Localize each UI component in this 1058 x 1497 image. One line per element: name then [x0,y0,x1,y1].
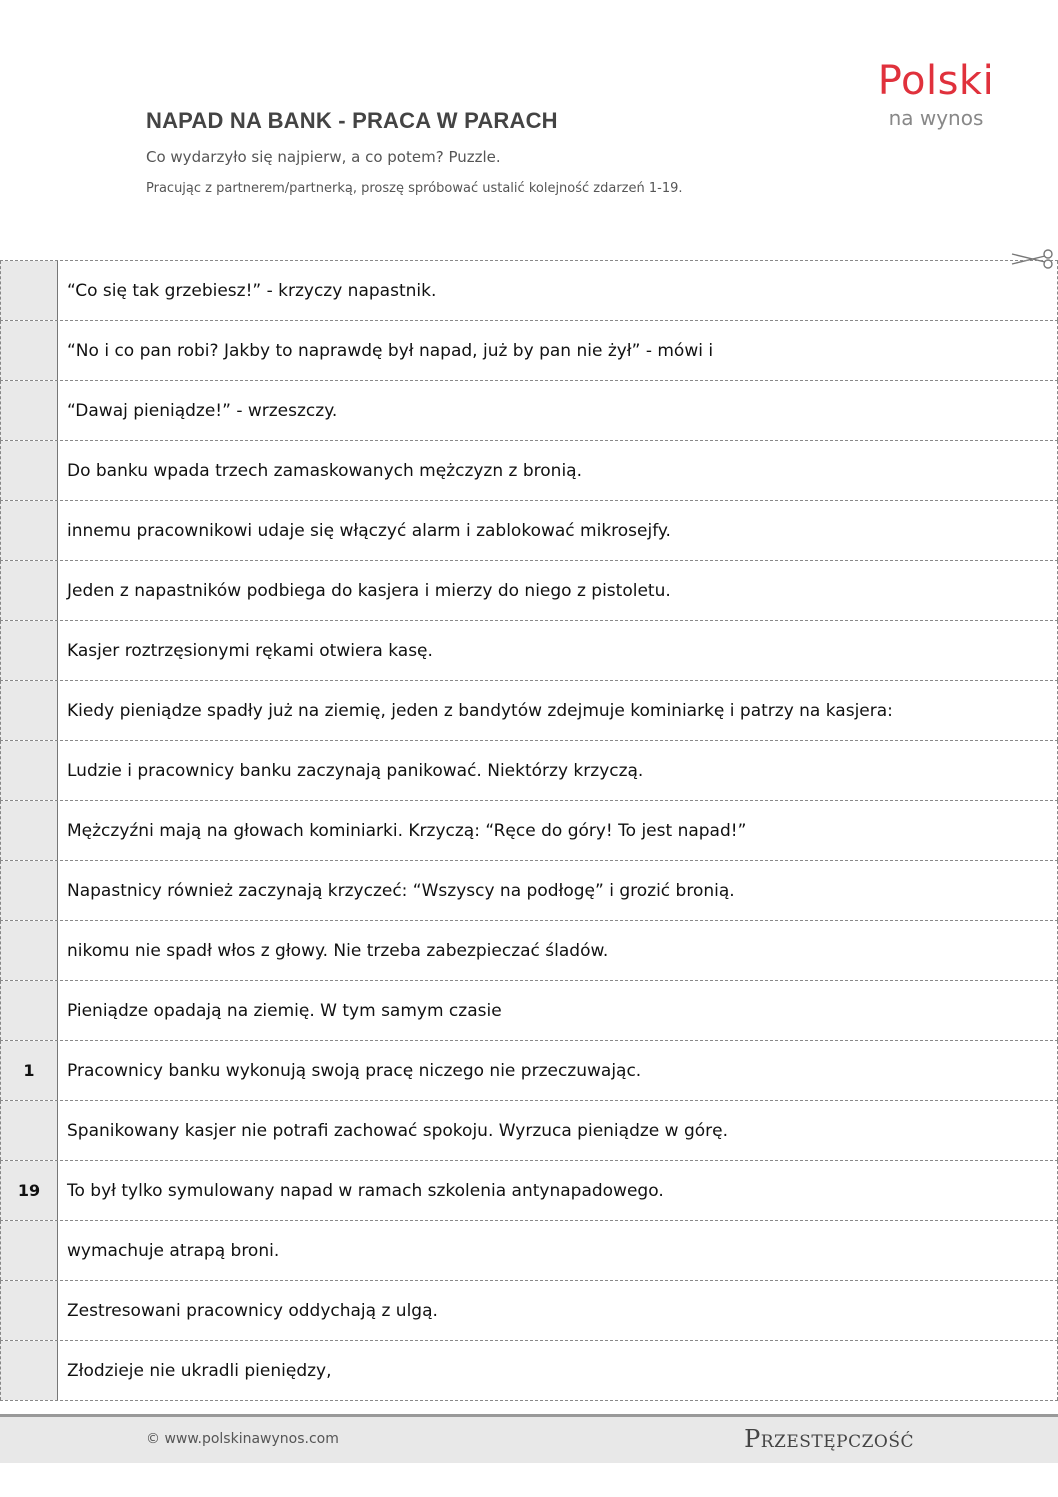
event-text-cell: wymachuje atrapą broni. [58,1221,1058,1280]
table-row [0,1341,1058,1401]
order-number-cell[interactable] [0,1221,58,1280]
event-text-cell: “Dawaj pieniądze!” - wrzeszczy. [58,381,1058,440]
table-row [0,861,1058,921]
footer-topic: Przestępczość [744,1425,914,1453]
table-row [0,321,1058,381]
order-number-cell[interactable] [0,621,58,680]
event-text-cell: Zestresowani pracownicy oddychają z ulgą. [58,1281,1058,1340]
event-text-cell: “Co się tak grzebiesz!” - krzyczy napastnik. [58,261,1058,320]
order-number-cell[interactable]: 19 [0,1161,58,1220]
table-row [0,921,1058,981]
event-text-cell: Spanikowany kasjer nie potrafi zachować spokoju. Wyrzuca pieniądze w górę. [58,1101,1058,1160]
event-text-cell: Pracownicy banku wykonują swoją pracę niczego nie przeczuwając. [58,1041,1058,1100]
table-row [0,1041,1058,1101]
table-row [0,561,1058,621]
order-number-cell[interactable] [0,561,58,620]
table-row [0,1101,1058,1161]
event-text-cell: Do banku wpada trzech zamaskowanych mężczyzn z bronią. [58,441,1058,500]
table-row [0,441,1058,501]
event-text-cell: Pieniądze opadają na ziemię. W tym samym czasie [58,981,1058,1040]
page-footer [0,1414,1058,1463]
order-number-cell[interactable] [0,1101,58,1160]
order-number-cell[interactable] [0,1341,58,1400]
event-text-cell: Złodzieje nie ukradli pieniędzy, [58,1341,1058,1400]
page-title: NAPAD NA BANK - PRACA W PARACH [146,108,558,133]
table-row [0,801,1058,861]
order-number-cell[interactable] [0,501,58,560]
order-number-cell[interactable] [0,861,58,920]
table-row [0,261,1058,321]
table-row [0,381,1058,441]
event-text-cell: Jeden z napastników podbiega do kasjera i mierzy do niego z pistoletu. [58,561,1058,620]
table-row [0,1281,1058,1341]
event-text-cell: Kiedy pieniądze spadły już na ziemię, jeden z bandytów zdejmuje kominiarkę i patrzy na kasjera: [58,681,1058,740]
order-number-cell[interactable] [0,921,58,980]
footer-website: © www.polskinawynos.com [146,1431,339,1447]
event-text-cell: Kasjer roztrzęsionymi rękami otwiera kasę. [58,621,1058,680]
table-row [0,1221,1058,1281]
event-text-cell: innemu pracownikowi udaje się włączyć alarm i zablokować mikrosejfy. [58,501,1058,560]
brand-logo [866,58,1006,130]
table-row [0,501,1058,561]
page-subtitle: Co wydarzyło się najpierw, a co potem? Puzzle. [146,148,501,166]
logo-sub-text: na wynos [888,106,984,130]
order-number-cell[interactable] [0,321,58,380]
order-number-cell[interactable]: 1 [0,1041,58,1100]
order-number-cell[interactable] [0,981,58,1040]
order-number-cell[interactable] [0,1281,58,1340]
table-row [0,1161,1058,1221]
task-instruction: Pracując z partnerem/partnerką, proszę spróbować ustalić kolejność zdarzeń 1-19. [146,181,683,196]
table-row [0,621,1058,681]
event-text-cell: To był tylko symulowany napad w ramach szkolenia antynapadowego. [58,1161,1058,1220]
order-number-cell[interactable] [0,801,58,860]
order-number-cell[interactable] [0,681,58,740]
table-row [0,681,1058,741]
table-row [0,981,1058,1041]
events-table [0,260,1058,1401]
event-text-cell: Mężczyźni mają na głowach kominiarki. Krzyczą: “Ręce do góry! To jest napad!” [58,801,1058,860]
order-number-cell[interactable] [0,381,58,440]
event-text-cell: Ludzie i pracownicy banku zaczynają panikować. Niektórzy krzyczą. [58,741,1058,800]
order-number-cell[interactable] [0,261,58,320]
event-text-cell: “No i co pan robi? Jakby to naprawdę był napad, już by pan nie żył” - mówi i [58,321,1058,380]
order-number-cell[interactable] [0,741,58,800]
table-row [0,741,1058,801]
logo-main-text: Polski [877,58,995,104]
event-text-cell: nikomu nie spadł włos z głowy. Nie trzeba zabezpieczać śladów. [58,921,1058,980]
event-text-cell: Napastnicy również zaczynają krzyczeć: “Wszyscy na podłogę” i grozić bronią. [58,861,1058,920]
order-number-cell[interactable] [0,441,58,500]
